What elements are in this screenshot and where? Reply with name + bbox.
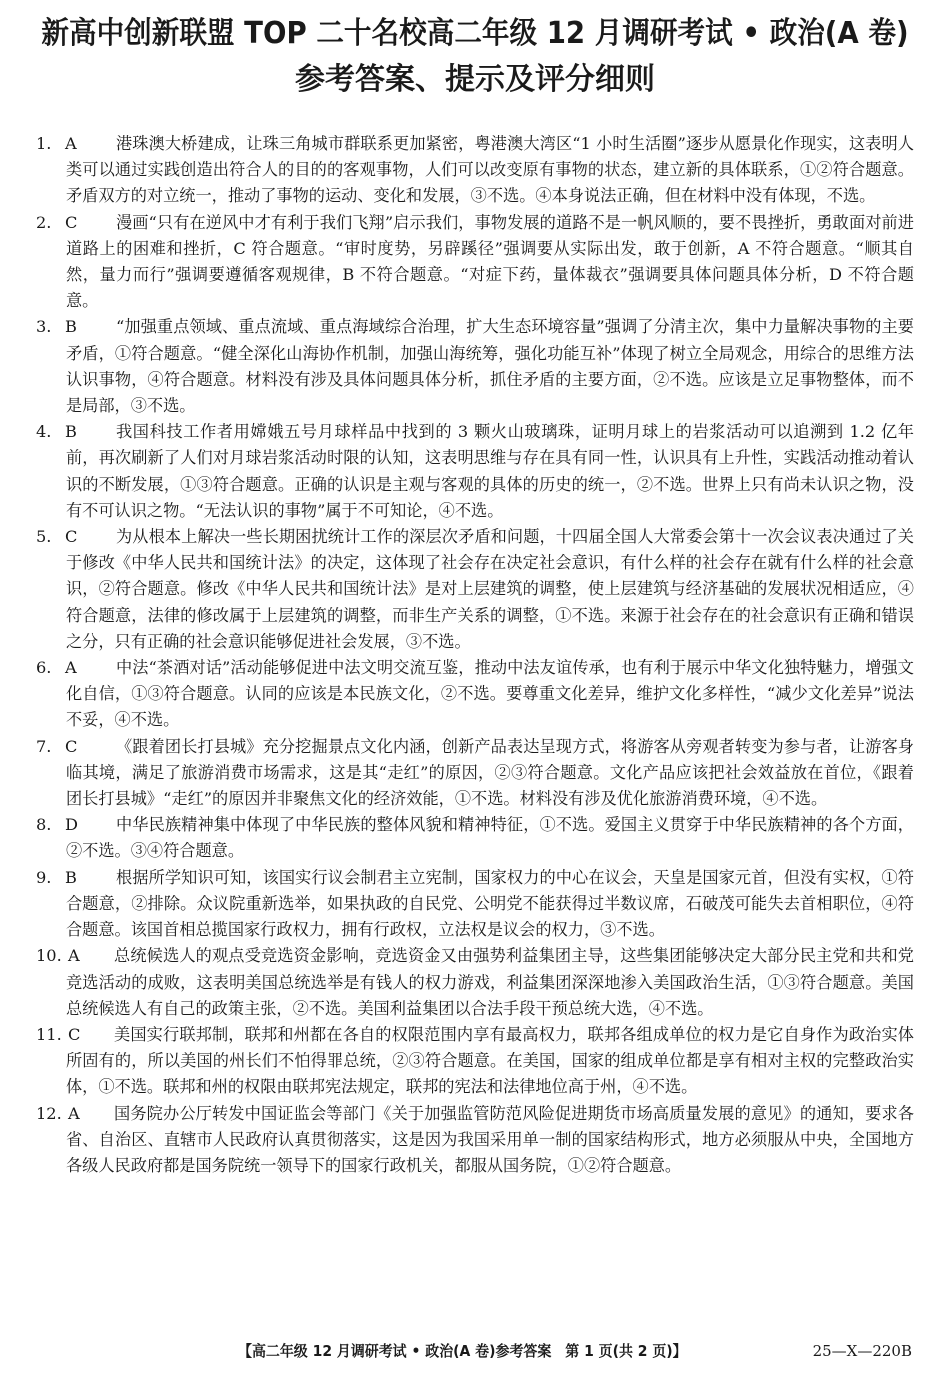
answer-explanation: 漫画“只有在逆风中才有利于我们飞翔”启示我们，事物发展的道路不是一帆风顺的，要不畏挫折，勇敢面对前进道路上的困难和挫折，C 符合题意。“审时度势，另辟蹊径”强调要从实际出发，敢于创新，A 不符合题意。“顺其自然，量力而行”强调要遵循客观规律，B 不符合题意。“对症下药，量体裁衣”强调要具体问题具体分析，D 不符合题意。 (66, 212, 914, 311)
answer-item-10 (36, 943, 914, 1022)
answer-item-11 (36, 1022, 914, 1101)
answer-explanation: 国务院办公厅转发中国证监会等部门《关于加强监管防范风险促进期货市场高质量发展的意见》的通知，要求各省、自治区、直辖市人民政府认真贯彻落实，这是因为我国采用单一制的国家结构形式，地方必须服从中央，全国地方各级人民政府都是国务院统一领导下的国家行政机关，都服从国务院，①②符合题意。 (66, 1103, 914, 1175)
answer-explanation: “加强重点领域、重点流域、重点海域综合治理，扩大生态环境容量”强调了分清主次，集中力量解决事物的主要矛盾，①符合题意。“健全深化山海协作机制，加强山海统筹，强化功能互补”体现了树立全局观念，用综合的思维方法认识事物，④符合题意。材料没有涉及具体问题具体分析，抓住矛盾的主要方面，②不选。应该是立足事物整体，而不是局部，③不选。 (66, 317, 914, 416)
answer-choice: A (68, 946, 80, 966)
answer-explanation: 为从根本上解决一些长期困扰统计工作的深层次矛盾和问题，十四届全国人大常委会第十一次会议表决通过了关于修改《中华人民共和国统计法》的决定，这体现了社会存在决定社会意识，有什么样的社会存在就有什么样的社会意识，②符合题意。修改《中华人民共和国统计法》是对上层建筑的调整，使上层建筑与经济基础的发展状况相适应，④符合题意，法律的修改属于上层建筑的调整，而非生产关系的调整，①不选。来源于社会存在的社会意识有正确和错误之分，只有正确的社会意识能够促进社会发展，③不选。 (66, 527, 914, 651)
answer-list (36, 131, 914, 1179)
question-number: 5. (36, 527, 52, 547)
answer-choice: C (65, 736, 78, 756)
answer-choice: B (65, 317, 77, 337)
answer-choice: A (68, 1103, 80, 1123)
answer-item-7 (36, 734, 914, 813)
answer-choice: C (65, 527, 78, 547)
page-subtitle: 参考答案、提示及评分细则 (295, 62, 655, 97)
question-number: 8. (36, 815, 52, 835)
answer-item-5 (36, 524, 914, 655)
answer-choice: A (65, 658, 77, 678)
answer-item-3 (36, 314, 914, 419)
question-number: 9. (36, 867, 52, 887)
question-number: 11. (36, 1024, 62, 1044)
answer-explanation: 中法“茶酒对话”活动能够促进中法文明交流互鉴，推动中法友谊传承，也有利于展示中华文化独特魅力，增强文化自信，①③符合题意。认同的应该是本民族文化，②不选。要尊重文化差异，维护文化多样性，“减少文化差异”说法不妥，④不选。 (66, 658, 914, 730)
answer-explanation: 总统候选人的观点受竞选资金影响，竞选资金又由强势利益集团主导，这些集团能够决定大部分民主党和共和党竞选活动的成败，这表明美国总统选举是有钱人的权力游戏，利益集团深深地渗入美国政治生活，①③符合题意。美国总统候选人有自己的政策主张，②不选。美国利益集团以合法手段干预总统大选，④不选。 (66, 946, 914, 1018)
answer-explanation: 中华民族精神集中体现了中华民族的整体风貌和精神特征，①不选。爱国主义贯穿于中华民族精神的各个方面，②不选。③④符合题意。 (66, 815, 914, 861)
answer-choice: B (65, 867, 77, 887)
answer-explanation: 根据所学知识可知，该国实行议会制君主立宪制，国家权力的中心在议会，天皇是国家元首，但没有实权，①符合题意，②排除。众议院重新选举，如果执政的自民党、公明党不能获得过半数议席，石破茂可能失去首相职位，④符合题意。该国首相总揽国家行政权力，拥有行政权，立法权是议会的权力，③不选。 (66, 867, 914, 940)
answer-item-8 (36, 812, 914, 864)
question-number: 4. (36, 422, 52, 442)
question-number: 10. (36, 946, 62, 966)
answer-item-4 (36, 419, 914, 524)
question-number: 7. (36, 736, 52, 756)
answer-item-12 (36, 1101, 914, 1180)
answer-explanation: 《跟着团长打县城》充分挖掘景点文化内涵，创新产品表达呈现方式，将游客从旁观者转变为参与者，让游客身临其境，满足了旅游消费市场需求，这是其“走红”的原因，②③符合题意。文化产品应该把社会效益放在首位，《跟着团长打县城》“走红”的原因并非聚焦文化的经济效能，①不选。材料没有涉及优化旅游消费环境，④不选。 (66, 736, 914, 809)
question-number: 2. (36, 212, 52, 232)
answer-item-9 (36, 865, 914, 944)
answer-choice: A (65, 134, 77, 153)
answer-explanation: 我国科技工作者用嫦娥五号月球样品中找到的 3 颗火山玻璃珠，证明月球上的岩浆活动可以追溯到 1.2 亿年前，再次刷新了人们对月球岩浆活动时限的认知，这表明思维与存在具有同一性，认识具有上升性，实践活动推动着认识的不断发展，①③符合题意。正确的认识是主观与客观的具体的历史的统一，②不选。世界上只有尚未认识之物，没有不可认识之物。“无法认识的事物”属于不可知论，④不选。 (66, 422, 914, 520)
question-number: 3. (36, 317, 52, 337)
answer-item-6 (36, 655, 914, 734)
answer-explanation: 港珠澳大桥建成，让珠三角城市群联系更加紧密，粤港澳大湾区“1 小时生活圈”逐步从愿景化作现实，这表明人类可以通过实践创造出符合人的目的的客观事物，人们可以改变原有事物的状态，建立新的具体联系，①②符合题意。矛盾双方的对立统一，推动了事物的运动、变化和发展，③不选。④本身说法正确，但在材料中没有体现，不选。 (66, 134, 914, 206)
question-number: 1. (36, 134, 52, 153)
answer-choice: C (68, 1024, 81, 1044)
answer-choice: B (65, 422, 77, 442)
question-number: 6. (36, 658, 52, 678)
answer-choice: C (65, 212, 78, 232)
answer-explanation: 美国实行联邦制，联邦和州都在各自的权限范围内享有最高权力，联邦各组成单位的权力是它自身作为政治实体所固有的，所以美国的州长们不怕得罪总统，②③符合题意。在美国，国家的组成单位都是享有相对主权的完整政治实体，①不选。联邦和州的权限由联邦宪法规定，联邦的宪法和法律地位高于州，④不选。 (66, 1024, 914, 1097)
question-number: 12. (36, 1103, 62, 1123)
answer-item-2 (36, 210, 914, 315)
page-title: 新高中创新联盟 TOP 二十名校高二年级 12 月调研考试 • 政治(A 卷) (41, 16, 909, 51)
answer-item-1 (36, 131, 914, 210)
footer-page-info: 【高二年级 12 月调研考试 • 政治(A 卷)参考答案 第 1 页(共 2 页)】 (238, 1342, 687, 1360)
footer-doc-code: 25—X—220B (812, 1342, 912, 1360)
answer-choice: D (65, 815, 78, 835)
